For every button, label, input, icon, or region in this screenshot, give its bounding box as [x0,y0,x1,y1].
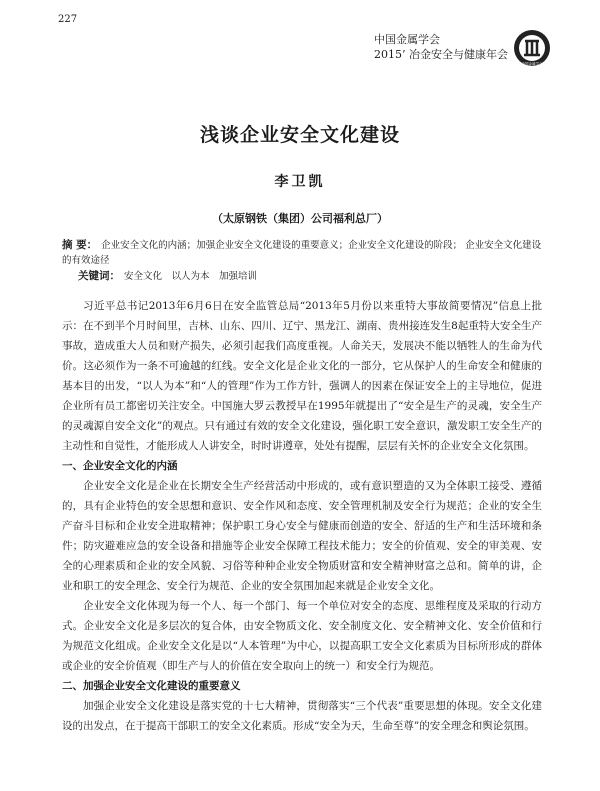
section-heading-1: 一、企业安全文化的内涵 [62,460,178,472]
logo-text: 中国金属学会 [521,62,543,66]
abstract-text: 企业安全文化的内涵；加强企业安全文化建设的重要意义；企业安全文化建设的阶段； 企业安全文化建设的有效途径 [62,240,542,266]
body-text [62,296,542,736]
affiliation: （太原钢铁（集团）公司福利总厂） [212,212,388,225]
abstract [62,238,544,268]
paragraph-definition: 企业安全文化是企业在长期安全生产经营活动中形成的，或有意识塑造的又为全体职工接受、遵循的，具有企业特色的安全思想和意识、安全作风和态度、安全管理机制及安全行为规范；企业的安全生产奋斗目标和企业安全进取精神；保护职工身心安全与健康而创造的安全、舒适的生产和生活环境和条件；防灾避难应急的安全设备和措施等企业安全保障工程技术能力；安全的价值观、安全的审美观、安全的心理素质和企业的安全风貌、习俗等种种企业安全物质财富和安全精神财富之总和。简单的讲，企业和职工的安全理念、安全行为规范、企业的安全氛围加起来就是企业安全文化。 [62,480,542,592]
section-heading-2: 二、加强企业安全文化建设的重要意义 [62,680,241,692]
keywords-label: 关键词： [78,270,120,282]
keywords-text: 安全文化 以人为本 加强培训 [124,271,258,282]
page-number: 227 [58,14,78,25]
org-name: 中国金属学会 [374,33,440,46]
paragraph-significance: 加强企业安全文化建设是落实党的十七大精神，贯彻落实“三个代表”重要思想的体现。安全文化建设的出发点，在于提高干部职工的安全文化素质。形成“安全为天，生命至尊”的安全理念和舆论氛围。 [62,700,542,732]
author-name: 李卫凯 [274,174,326,190]
paper-title: 浅谈企业安全文化建设 [199,124,400,146]
conference-header [374,32,508,62]
paragraph-intro: 习近平总书记2013年6月6日在安全监管总局“2013年5月份以来重特大事故简要情况”信息上批示：在不到半个月时间里，吉林、山东、四川、辽宁、黑龙江、湖南、贵州接连发生8起重特大安全生产事故，造成重大人员和财产损失，必须引起我们高度重视。人命关天，发展决不能以牺牲人的生命为代价。这必须作为一条不可逾越的红线。安全文化是企业文化的一部分，它从保护人的生命安全和健康的基本目的出发，“以人为本”和“人的管理”作为工作方针，强调人的因素在保证安全上的主导地位，促进企业所有员工都密切关注安全。中国施大罗云教授早在1995年就提出了“安全是生产的灵魂，安全生产的灵魂源自安全文化”的观点。只有通过有效的安全文化建设，强化职工安全意识，激发职工安全生产的主动性和自觉性，才能形成人人讲安全，时时讲遵章，处处有提醒，层层有关怀的企业安全文化氛围。 [62,300,542,452]
society-logo-icon [512,28,552,68]
keywords [78,268,548,283]
paragraph-composition: 企业安全文化体现为每一个人、每一个部门、每一个单位对安全的态度、思维程度及采取的行动方式。企业安全文化是多层次的复合体，由安全物质文化、安全制度文化、安全精神文化、安全价值和行为规范文化组成。企业安全文化是以“人本管理”为中心，以提高职工安全文化素质为目标所形成的群体或企业的安全价值观（即生产与人的价值在安全取向上的统一）和安全行为规范。 [62,600,542,672]
conference-name: 2015’ 冶金安全与健康年会 [374,48,508,61]
abstract-label: 摘 要： [62,239,98,251]
